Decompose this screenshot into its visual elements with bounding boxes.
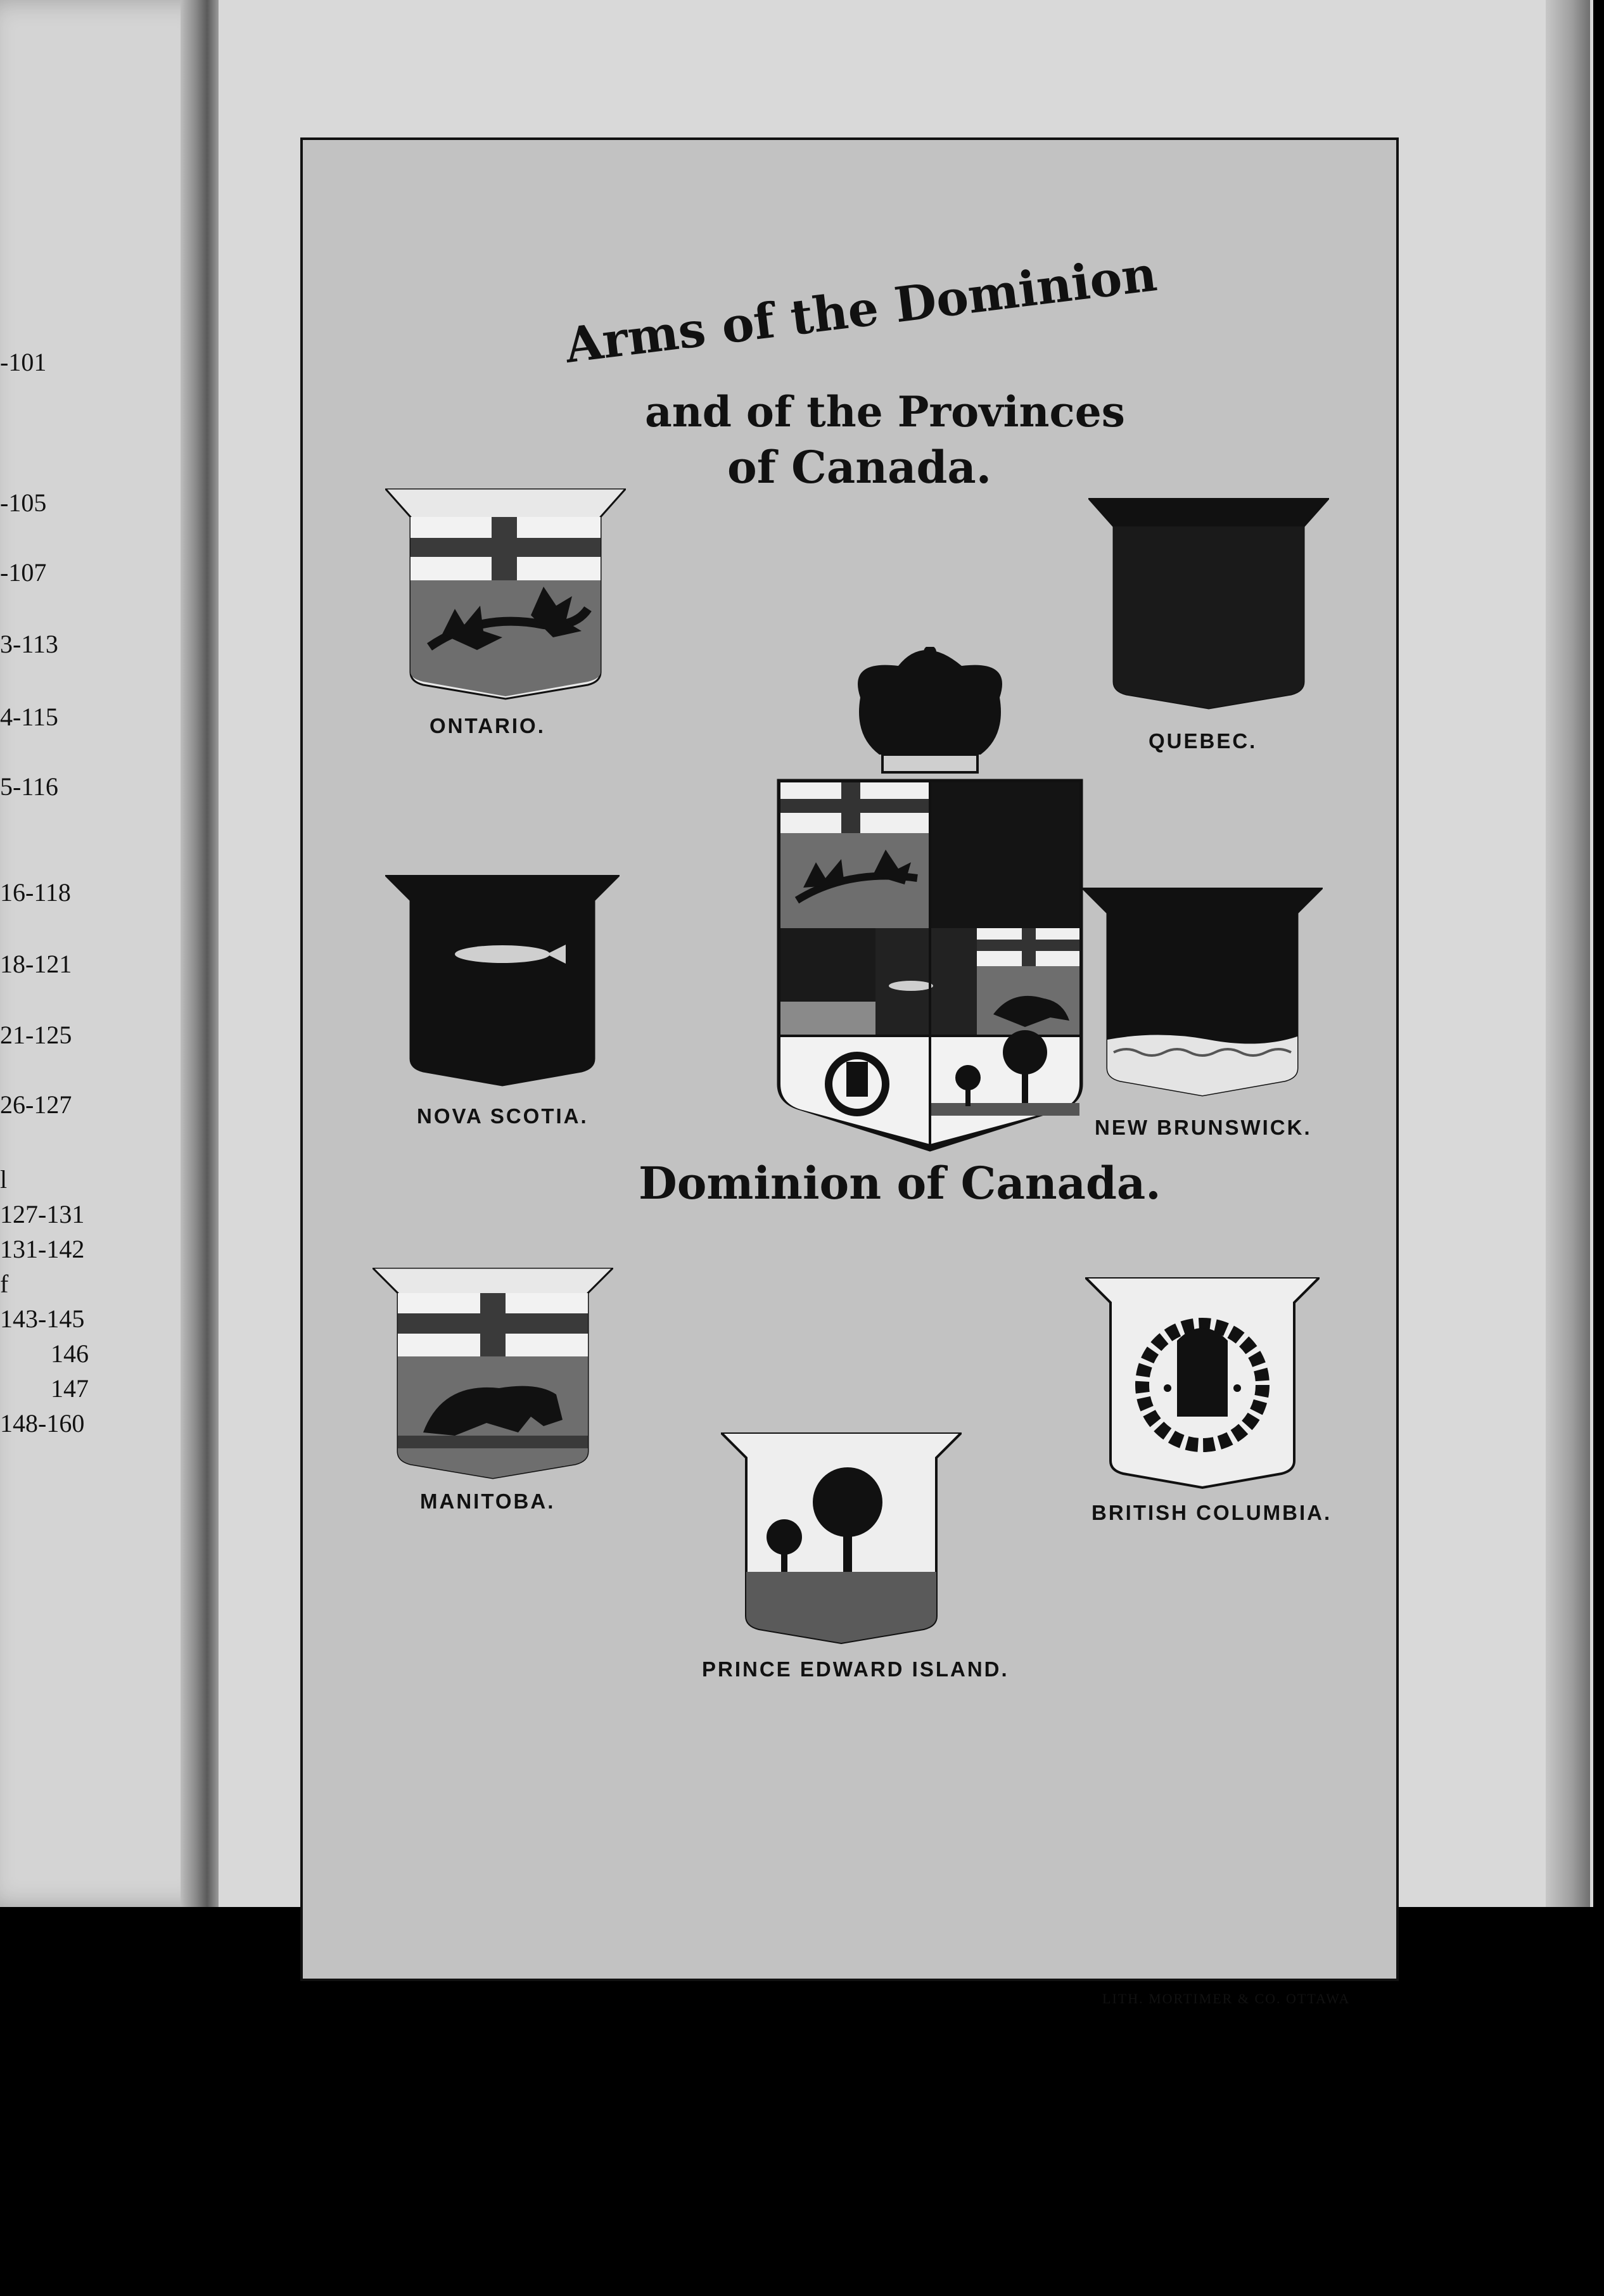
new-brunswick-caption: NEW BRUNSWICK. xyxy=(1095,1116,1312,1139)
ontario-caption: ONTARIO. xyxy=(430,714,545,737)
page-ref: 26-127 xyxy=(0,1090,72,1119)
page-ref: 16-118 xyxy=(0,878,71,907)
page-ref: 131-142 xyxy=(0,1235,85,1263)
page-edge-shadow xyxy=(1546,0,1590,1907)
page-ref: 3-113 xyxy=(0,630,58,658)
page-ref: 5-116 xyxy=(0,772,58,801)
ontario-shield xyxy=(385,488,626,704)
manitoba-caption: MANITOBA. xyxy=(420,1489,556,1513)
page-ref: -105 xyxy=(0,488,47,517)
manitoba-shield xyxy=(372,1268,613,1483)
page-ref: 18-121 xyxy=(0,950,72,978)
dominion-arms xyxy=(772,647,1088,1157)
page-ref: 21-125 xyxy=(0,1021,72,1049)
british-columbia-shield xyxy=(1085,1277,1320,1493)
page-ref: 127-131 xyxy=(0,1200,85,1228)
page-ref: 146 xyxy=(51,1339,89,1368)
quebec-caption: QUEBEC. xyxy=(1149,729,1257,753)
page-ref: 147 xyxy=(51,1374,89,1403)
nova-scotia-caption: NOVA SCOTIA. xyxy=(417,1104,589,1128)
page-ref: 148-160 xyxy=(0,1409,85,1438)
new-brunswick-shield xyxy=(1082,888,1323,1097)
nova-scotia-shield xyxy=(385,875,620,1090)
page-ref: 4-115 xyxy=(0,703,58,731)
crown-and-shield-icon xyxy=(772,647,1088,1154)
prince-edward-island-shield xyxy=(721,1432,962,1648)
page-ref: l xyxy=(0,1165,8,1194)
page-ref: 143-145 xyxy=(0,1304,85,1333)
book-spine-shadow xyxy=(181,0,219,1907)
british-columbia-caption: BRITISH COLUMBIA. xyxy=(1092,1501,1332,1524)
dominion-caption: Dominion of Canada. xyxy=(639,1157,1161,1209)
page-ref: -107 xyxy=(0,558,47,587)
quebec-shield xyxy=(1088,498,1329,713)
plate-title-line2: and of the Provinces xyxy=(645,387,1125,437)
printer-credit: LITH. MORTIMER & CO. OTTAWA xyxy=(1102,1991,1351,2006)
prince-edward-island-caption: PRINCE EDWARD ISLAND. xyxy=(702,1657,1009,1681)
page-ref: -101 xyxy=(0,348,47,376)
arms-plate xyxy=(300,137,1399,1981)
page-ref: f xyxy=(0,1270,9,1298)
plate-title-line3: of Canada. xyxy=(727,441,992,494)
plate-title-line1: Arms of the Dominion xyxy=(562,245,1160,374)
